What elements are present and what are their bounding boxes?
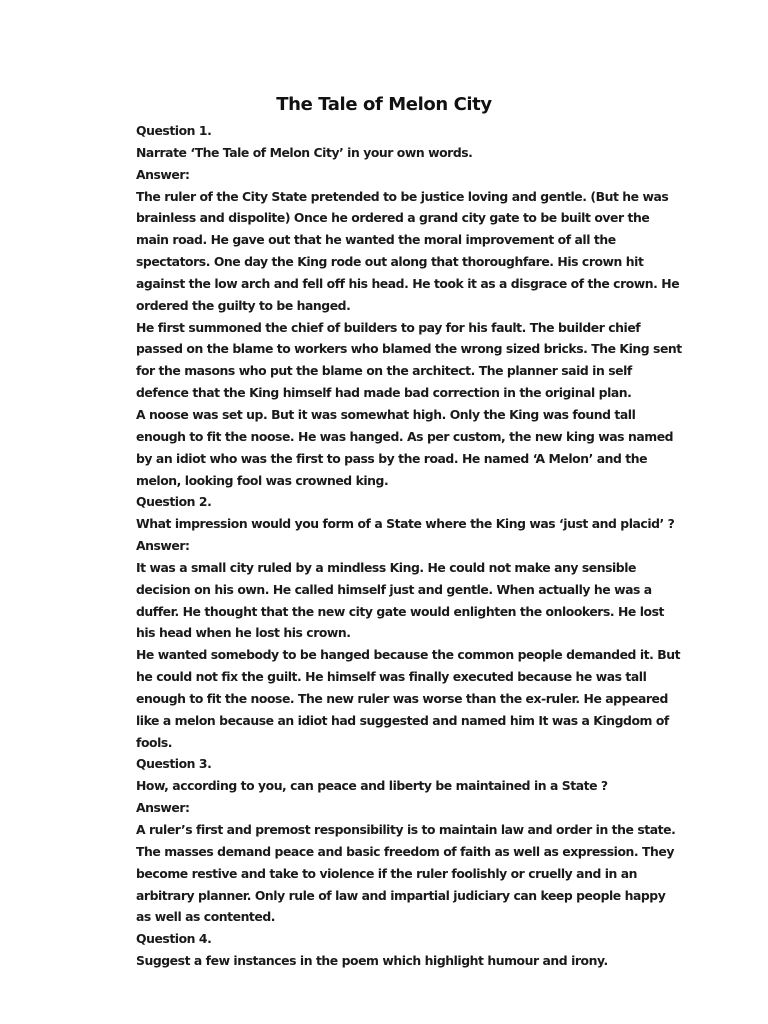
answer-1-paragraph-3: A noose was set up. But it was somewhat high. Only the King was found tall enough to fit the noose. He was hanged. As per custom, the new king was named by an idiot who was the first to pass by the road. He named ‘A Melon’ and the melon, looking fool was crowned king. xyxy=(136,406,674,488)
question-1-text: Narrate ‘The Tale of Melon City’ in your own words. xyxy=(136,144,473,160)
document-body xyxy=(136,120,684,972)
answer-3-paragraph-1: A ruler’s first and premost responsibility is to maintain law and order in the state. The masses demand peace and basic freedom of faith as well as expression. They become restive and take to violence if the ruler foolishly or cruelly and in an arbitrary planner. Only rule of law and impartial judiciary can keep people happy as well as contented. xyxy=(136,822,676,925)
answer-1-paragraph-2: He first summoned the chief of builders to pay for his fault. The builder chief passed on the blame to workers who blamed the wrong sized bricks. The King sent for the masons who put the blame on the architect. The planner said in self defence that the King himself had made bad correction in the original plan. xyxy=(136,319,682,401)
question-2-label: Question 2. xyxy=(136,494,212,510)
answer-3-label: Answer: xyxy=(136,800,190,816)
answer-2-paragraph-1: It was a small city ruled by a mindless King. He could not make any sensible decision on his own. He called himself just and gentle. When actually he was a duffer. He thought that the new city gate would enlighten the onlookers. He lost his head when he lost his crown. xyxy=(136,559,665,641)
question-3-text: How, according to you, can peace and liberty be maintained in a State ? xyxy=(136,778,608,794)
answer-2-paragraph-2: He wanted somebody to be hanged because the common people demanded it. But he could not fix the guilt. He himself was finally executed because he was tall enough to fit the noose. The new ruler was worse than the ex-ruler. He appeared like a melon because an idiot had suggested and named him It was a Kingdom of fools. xyxy=(136,647,681,750)
answer-1-label: Answer: xyxy=(136,166,190,182)
question-4-label: Question 4. xyxy=(136,931,212,947)
question-2-text: What impression would you form of a State where the King was ‘just and placid’ ? xyxy=(136,516,675,532)
page-title: The Tale of Melon City xyxy=(276,94,492,115)
answer-2-label: Answer: xyxy=(136,538,190,554)
answer-1-paragraph-1: The ruler of the City State pretended to be justice loving and gentle. (But he was brainless and dispolite) Once he ordered a grand city gate to be built over the main road. He gave out that he wanted the moral improvement of all the spectators. One day the King rode out along that thoroughfare. His crown hit against the low arch and fell off his head. He took it as a disgrace of the crown. He ordered the guilty to be hanged. xyxy=(136,188,680,313)
question-3-label: Question 3. xyxy=(136,756,212,772)
question-1-label: Question 1. xyxy=(136,123,212,138)
question-4-text: Suggest a few instances in the poem which highlight humour and irony. xyxy=(136,953,608,969)
